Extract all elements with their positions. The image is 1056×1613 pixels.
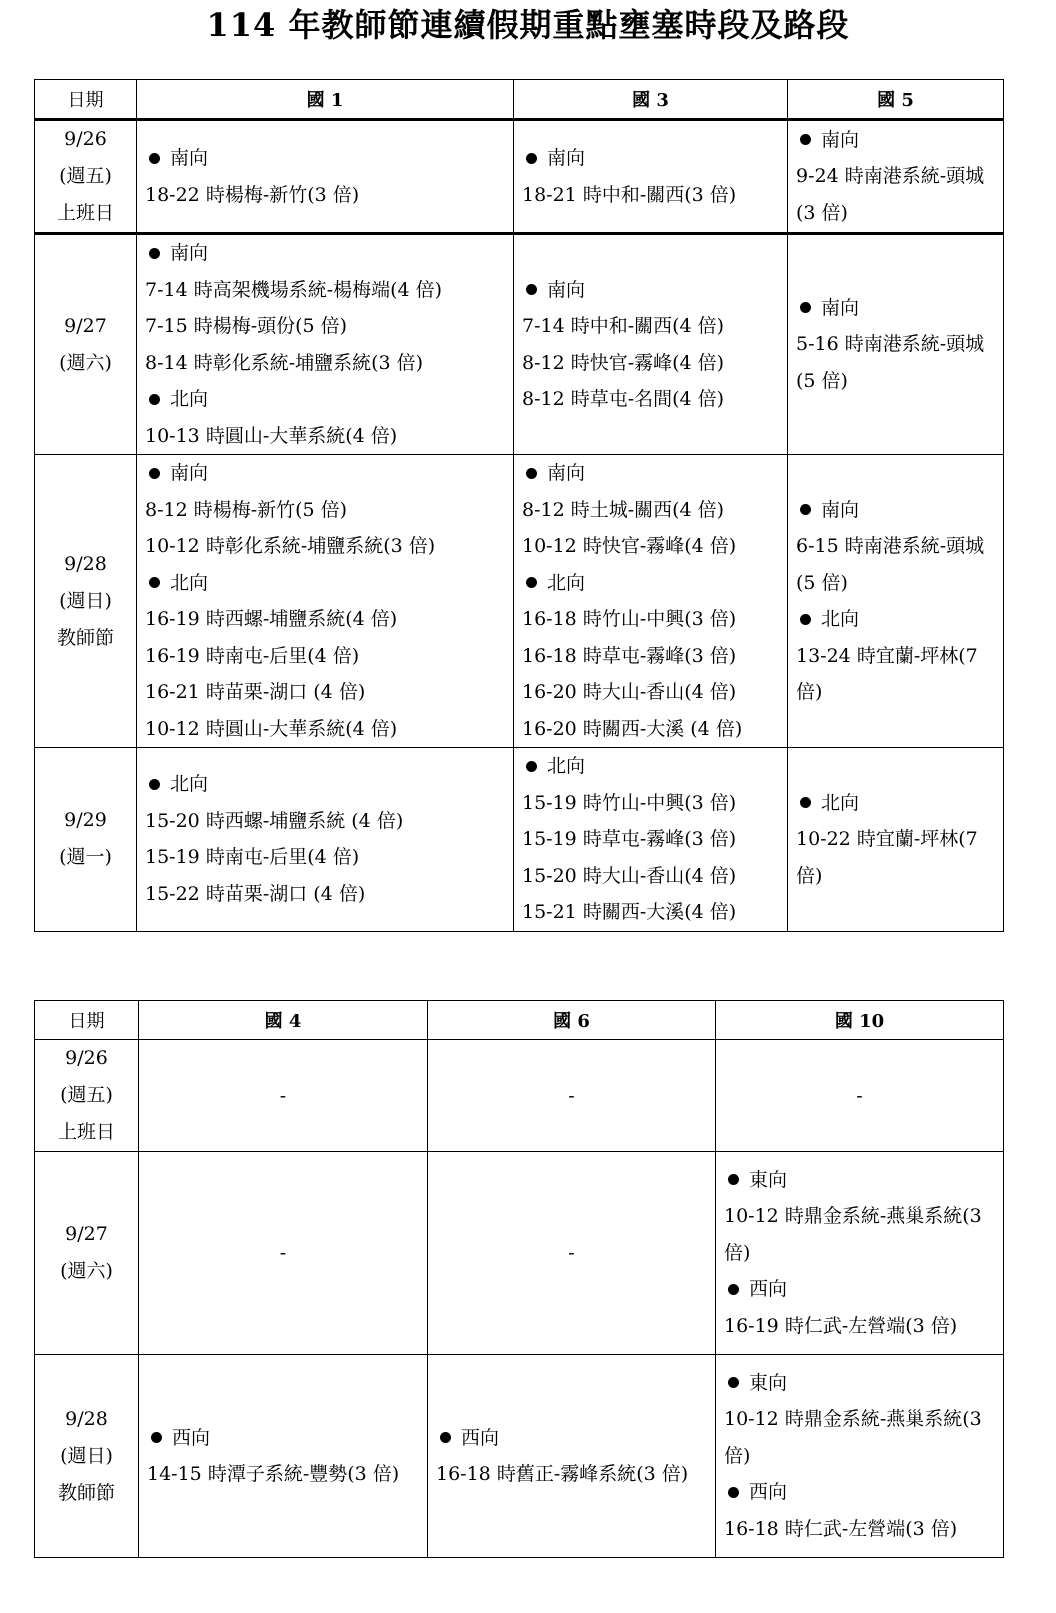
bullet-icon [526, 761, 537, 772]
direction-label [522, 565, 779, 602]
table-row [35, 234, 1004, 455]
bullet-icon [149, 779, 160, 790]
congestion-entry: 7-14 時中和-關西(4 倍) [522, 315, 725, 337]
date-line: (週日) [60, 1444, 113, 1467]
date-line: 9/26 [64, 128, 107, 150]
congestion-entry: 16-18 時舊正-霧峰系統(3 倍) [436, 1463, 689, 1485]
direction-text: 南向 [821, 296, 860, 319]
table-row [35, 1152, 1004, 1355]
bullet-icon [728, 1487, 739, 1498]
date-line: (週六) [60, 1260, 113, 1282]
congestion-entry: 10-12 時鼎金系統-燕巢系統(3 倍) [724, 1205, 982, 1264]
direction-text: 南向 [821, 128, 860, 151]
direction-text: 西向 [172, 1426, 211, 1449]
congestion-entry: 16-18 時草屯-霧峰(3 倍) [522, 644, 737, 667]
direction-label [796, 122, 995, 159]
header-freeway-6: 國 6 [428, 1001, 716, 1040]
congestion-entry: 7-15 時楊梅-頭份(5 倍) [145, 315, 348, 337]
direction-text: 西向 [461, 1426, 500, 1449]
bullet-icon [149, 153, 160, 164]
congestion-entry: 18-22 時楊梅-新竹(3 倍) [145, 183, 360, 206]
bullet-icon [149, 248, 160, 259]
bullet-icon [149, 468, 160, 479]
schedule-cell [514, 455, 788, 748]
congestion-entry: 15-19 時南屯-后里(4 倍) [145, 846, 360, 869]
direction-text: 南向 [547, 278, 586, 301]
direction-text: 南向 [547, 147, 586, 169]
date-cell [35, 1355, 139, 1558]
schedule-cell [514, 234, 788, 455]
header-date: 日期 [35, 1001, 139, 1040]
header-freeway-1: 國 1 [137, 80, 514, 120]
header-freeway-3: 國 3 [514, 80, 788, 120]
congestion-entry: 10-13 時圓山-大華系統(4 倍) [145, 424, 398, 447]
direction-text: 南向 [170, 242, 209, 264]
date-line: 9/26 [65, 1047, 108, 1069]
table-row [35, 1355, 1004, 1558]
bullet-icon [728, 1377, 739, 1388]
congestion-entry: 10-22 時宜蘭-坪林(7 倍) [796, 828, 978, 887]
congestion-entry: 8-12 時土城-關西(4 倍) [522, 498, 725, 521]
congestion-entry: 13-24 時宜蘭-坪林(7 倍) [796, 644, 978, 703]
schedule-cell [716, 1355, 1004, 1558]
schedule-cell: - [139, 1152, 428, 1355]
direction-label [796, 290, 995, 327]
direction-text: 北向 [547, 571, 586, 594]
direction-text: 北向 [821, 608, 860, 630]
direction-label [522, 748, 779, 785]
schedule-cell [788, 234, 1004, 455]
date-cell [35, 1152, 139, 1355]
congestion-entry: 10-12 時彰化系統-埔鹽系統(3 倍) [145, 535, 436, 557]
direction-label [724, 1365, 995, 1402]
date-cell [35, 1040, 139, 1152]
congestion-entry: 16-18 時竹山-中興(3 倍) [522, 608, 737, 630]
direction-text: 西向 [749, 1481, 788, 1504]
direction-text: 南向 [170, 462, 209, 484]
direction-label [145, 235, 505, 272]
congestion-entry: 16-19 時西螺-埔鹽系統(4 倍) [145, 608, 398, 630]
date-cell [35, 455, 137, 748]
bullet-icon [526, 577, 537, 588]
direction-label [522, 140, 779, 177]
header-freeway-4: 國 4 [139, 1001, 428, 1040]
schedule-cell: - [139, 1040, 428, 1152]
direction-label [796, 601, 995, 638]
congestion-entry: 14-15 時潭子系統-豐勢(3 倍) [147, 1463, 400, 1485]
header-freeway-5: 國 5 [788, 80, 1004, 120]
direction-label [436, 1420, 707, 1457]
date-cell [35, 748, 137, 932]
schedule-cell [788, 455, 1004, 748]
direction-text: 南向 [821, 498, 860, 521]
bullet-icon [149, 394, 160, 405]
direction-text: 東向 [749, 1168, 788, 1191]
date-line: 9/28 [65, 1407, 108, 1430]
direction-text: 南向 [170, 147, 209, 169]
direction-label [147, 1420, 419, 1457]
schedule-cell [428, 1355, 716, 1558]
congestion-entry: 15-20 時西螺-埔鹽系統 (4 倍) [145, 809, 404, 832]
bullet-icon [800, 797, 811, 808]
direction-label [724, 1162, 995, 1199]
direction-label [724, 1474, 995, 1511]
congestion-entry: 9-24 時南港系統-頭城(3 倍) [796, 165, 985, 224]
direction-label [522, 455, 779, 492]
congestion-entry: 16-20 時關西-大溪 (4 倍) [522, 717, 743, 740]
date-line: (週日) [59, 589, 112, 612]
table-row [35, 455, 1004, 748]
schedule-cell: - [428, 1040, 716, 1152]
schedule-cell [788, 748, 1004, 932]
congestion-entry: 16-18 時仁武-左營端(3 倍) [724, 1517, 958, 1540]
bullet-icon [728, 1174, 739, 1185]
congestion-entry: 5-16 時南港系統-頭城(5 倍) [796, 333, 985, 392]
bullet-icon [440, 1432, 451, 1443]
table-row [35, 748, 1004, 932]
congestion-entry: 8-12 時楊梅-新竹(5 倍) [145, 498, 348, 521]
direction-text: 北向 [547, 755, 586, 777]
date-line: 上班日 [56, 202, 114, 224]
table-row [35, 1040, 1004, 1152]
direction-label [145, 565, 505, 602]
direction-text: 北向 [170, 388, 209, 410]
bullet-icon [149, 577, 160, 588]
bullet-icon [800, 134, 811, 145]
schedule-cell: - [716, 1040, 1004, 1152]
schedule-cell [137, 455, 514, 748]
schedule-cell: - [428, 1152, 716, 1355]
congestion-entry: 6-15 時南港系統-頭城(5 倍) [796, 535, 985, 594]
direction-label [724, 1271, 995, 1308]
schedule-cell [514, 748, 788, 932]
direction-label [145, 381, 505, 418]
bullet-icon [526, 468, 537, 479]
congestion-entry: 10-12 時快官-霧峰(4 倍) [522, 535, 737, 557]
congestion-entry: 10-12 時圓山-大華系統(4 倍) [145, 717, 398, 740]
congestion-entry: 15-19 時竹山-中興(3 倍) [522, 791, 737, 814]
schedule-cell [716, 1152, 1004, 1355]
header-freeway-10: 國 10 [716, 1001, 1004, 1040]
header-date: 日期 [35, 80, 137, 120]
table-freeways-4-6-10 [34, 1000, 1004, 1558]
direction-text: 北向 [170, 773, 209, 796]
schedule-cell [137, 234, 514, 455]
page-title: 114 年教師節連續假期重點壅塞時段及路段 [206, 6, 850, 44]
date-line: (週五) [59, 165, 112, 187]
date-line: 9/27 [64, 314, 107, 337]
date-line: 上班日 [57, 1121, 115, 1143]
congestion-entry: 18-21 時中和-關西(3 倍) [522, 183, 737, 206]
bullet-icon [800, 614, 811, 625]
direction-text: 北向 [170, 571, 209, 594]
bullet-icon [728, 1284, 739, 1295]
date-line: 9/27 [65, 1223, 108, 1245]
table-header-row [35, 1001, 1004, 1040]
date-cell [35, 120, 137, 234]
direction-text: 東向 [749, 1371, 788, 1394]
bullet-icon [526, 153, 537, 164]
congestion-entry: 15-21 時關西-大溪(4 倍) [522, 901, 737, 923]
bullet-icon [800, 302, 811, 313]
bullet-icon [526, 284, 537, 295]
congestion-entry: 16-20 時大山-香山(4 倍) [522, 681, 737, 703]
table-header-row [35, 80, 1004, 120]
congestion-entry: 8-12 時快官-霧峰(4 倍) [522, 351, 725, 374]
congestion-entry: 15-20 時大山-香山(4 倍) [522, 864, 737, 887]
congestion-entry: 16-21 時苗栗-湖口 (4 倍) [145, 681, 366, 703]
bullet-icon [151, 1432, 162, 1443]
congestion-entry: 16-19 時仁武-左營端(3 倍) [724, 1314, 958, 1337]
direction-label [796, 492, 995, 529]
direction-label [145, 766, 505, 803]
schedule-cell [137, 120, 514, 234]
table-freeways-1-3-5 [34, 79, 1004, 932]
bullet-icon [800, 504, 811, 515]
date-line: (週五) [60, 1084, 113, 1106]
schedule-cell [137, 748, 514, 932]
schedule-cell [514, 120, 788, 234]
direction-text: 北向 [821, 791, 860, 814]
date-line: 教師節 [56, 626, 114, 649]
congestion-entry: 7-14 時高架機場系統-楊梅端(4 倍) [145, 278, 443, 301]
date-line: 教師節 [57, 1481, 115, 1504]
direction-label [522, 272, 779, 309]
date-line: 9/28 [64, 552, 107, 575]
congestion-entry: 8-14 時彰化系統-埔鹽系統(3 倍) [145, 351, 424, 374]
congestion-entry: 15-22 時苗栗-湖口 (4 倍) [145, 882, 366, 905]
direction-label [796, 785, 995, 822]
direction-text: 西向 [749, 1278, 788, 1301]
direction-label [145, 140, 505, 177]
schedule-cell [788, 120, 1004, 234]
congestion-entry: 8-12 時草屯-名間(4 倍) [522, 388, 725, 410]
schedule-cell [139, 1355, 428, 1558]
congestion-entry: 10-12 時鼎金系統-燕巢系統(3 倍) [724, 1408, 982, 1467]
date-line: (週六) [59, 351, 112, 374]
date-cell [35, 234, 137, 455]
congestion-entry: 16-19 時南屯-后里(4 倍) [145, 644, 360, 667]
direction-label [145, 455, 505, 492]
date-line: 9/29 [64, 809, 107, 832]
congestion-entry: 15-19 時草屯-霧峰(3 倍) [522, 828, 737, 850]
table-row [35, 120, 1004, 234]
date-line: (週一) [59, 846, 112, 869]
direction-text: 南向 [547, 462, 586, 484]
